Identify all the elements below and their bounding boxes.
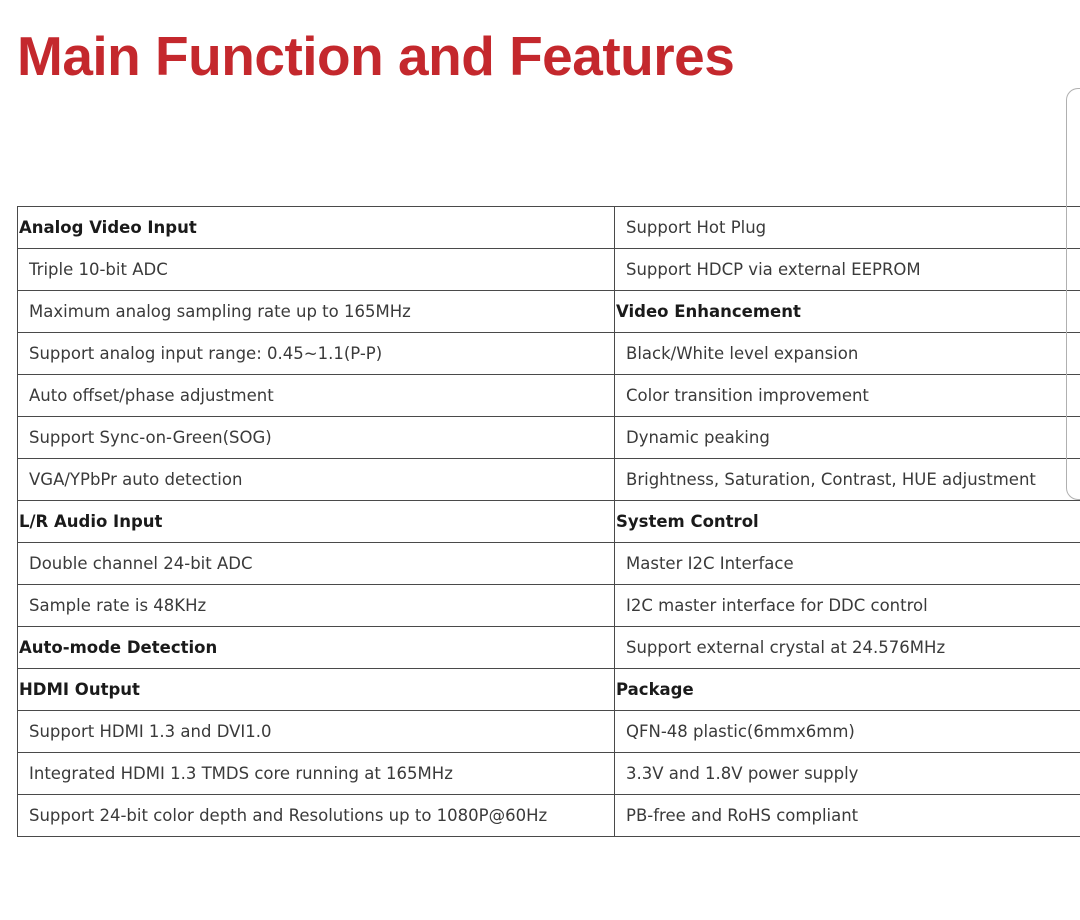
- feature-cell: Support analog input range: 0.45~1.1(P-P): [18, 333, 615, 375]
- feature-cell: Support Sync-on-Green(SOG): [18, 417, 615, 459]
- feature-cell: Sample rate is 48KHz: [18, 585, 615, 627]
- table-row: [18, 585, 1080, 627]
- section-header-cell: Video Enhancement: [615, 291, 1080, 333]
- feature-cell: Color transition improvement: [615, 375, 1080, 417]
- table-row: [18, 291, 1080, 333]
- feature-cell: QFN-48 plastic(6mmx6mm): [615, 711, 1080, 753]
- feature-cell: Double channel 24-bit ADC: [18, 543, 615, 585]
- feature-cell: I2C master interface for DDC control: [615, 585, 1080, 627]
- table-row: [18, 417, 1080, 459]
- table-row: [18, 333, 1080, 375]
- feature-cell: 3.3V and 1.8V power supply: [615, 753, 1080, 795]
- page-title: Main Function and Features: [17, 25, 735, 87]
- table-row: [18, 711, 1080, 753]
- section-header-cell: Auto-mode Detection: [18, 627, 615, 669]
- features-table-body: [18, 207, 1080, 837]
- table-row: [18, 543, 1080, 585]
- feature-cell: Triple 10-bit ADC: [18, 249, 615, 291]
- feature-cell: Support Hot Plug: [615, 207, 1080, 249]
- section-header-cell: HDMI Output: [18, 669, 615, 711]
- section-header-cell: L/R Audio Input: [18, 501, 615, 543]
- feature-cell: VGA/YPbPr auto detection: [18, 459, 615, 501]
- table-row: [18, 501, 1080, 543]
- table-row: [18, 207, 1080, 249]
- feature-cell: Black/White level expansion: [615, 333, 1080, 375]
- feature-cell: Support external crystal at 24.576MHz: [615, 627, 1080, 669]
- table-row: [18, 753, 1080, 795]
- table-row: [18, 627, 1080, 669]
- table-row: [18, 249, 1080, 291]
- section-header-cell: System Control: [615, 501, 1080, 543]
- feature-cell: PB-free and RoHS compliant: [615, 795, 1080, 837]
- feature-cell: Support HDMI 1.3 and DVI1.0: [18, 711, 615, 753]
- table-row: [18, 459, 1080, 501]
- feature-cell: Support 24-bit color depth and Resolutions up to 1080P@60Hz: [18, 795, 615, 837]
- feature-cell: Master I2C Interface: [615, 543, 1080, 585]
- feature-cell: Brightness, Saturation, Contrast, HUE adjustment: [615, 459, 1080, 501]
- feature-cell: Dynamic peaking: [615, 417, 1080, 459]
- feature-cell: Integrated HDMI 1.3 TMDS core running at 165MHz: [18, 753, 615, 795]
- section-header-cell: Analog Video Input: [18, 207, 615, 249]
- side-panel-edge: [1066, 88, 1080, 500]
- table-row: [18, 669, 1080, 711]
- section-header-cell: Package: [615, 669, 1080, 711]
- feature-cell: Auto offset/phase adjustment: [18, 375, 615, 417]
- features-table: [17, 206, 1080, 837]
- table-row: [18, 375, 1080, 417]
- table-row: [18, 795, 1080, 837]
- feature-cell: Support HDCP via external EEPROM: [615, 249, 1080, 291]
- feature-cell: Maximum analog sampling rate up to 165MHz: [18, 291, 615, 333]
